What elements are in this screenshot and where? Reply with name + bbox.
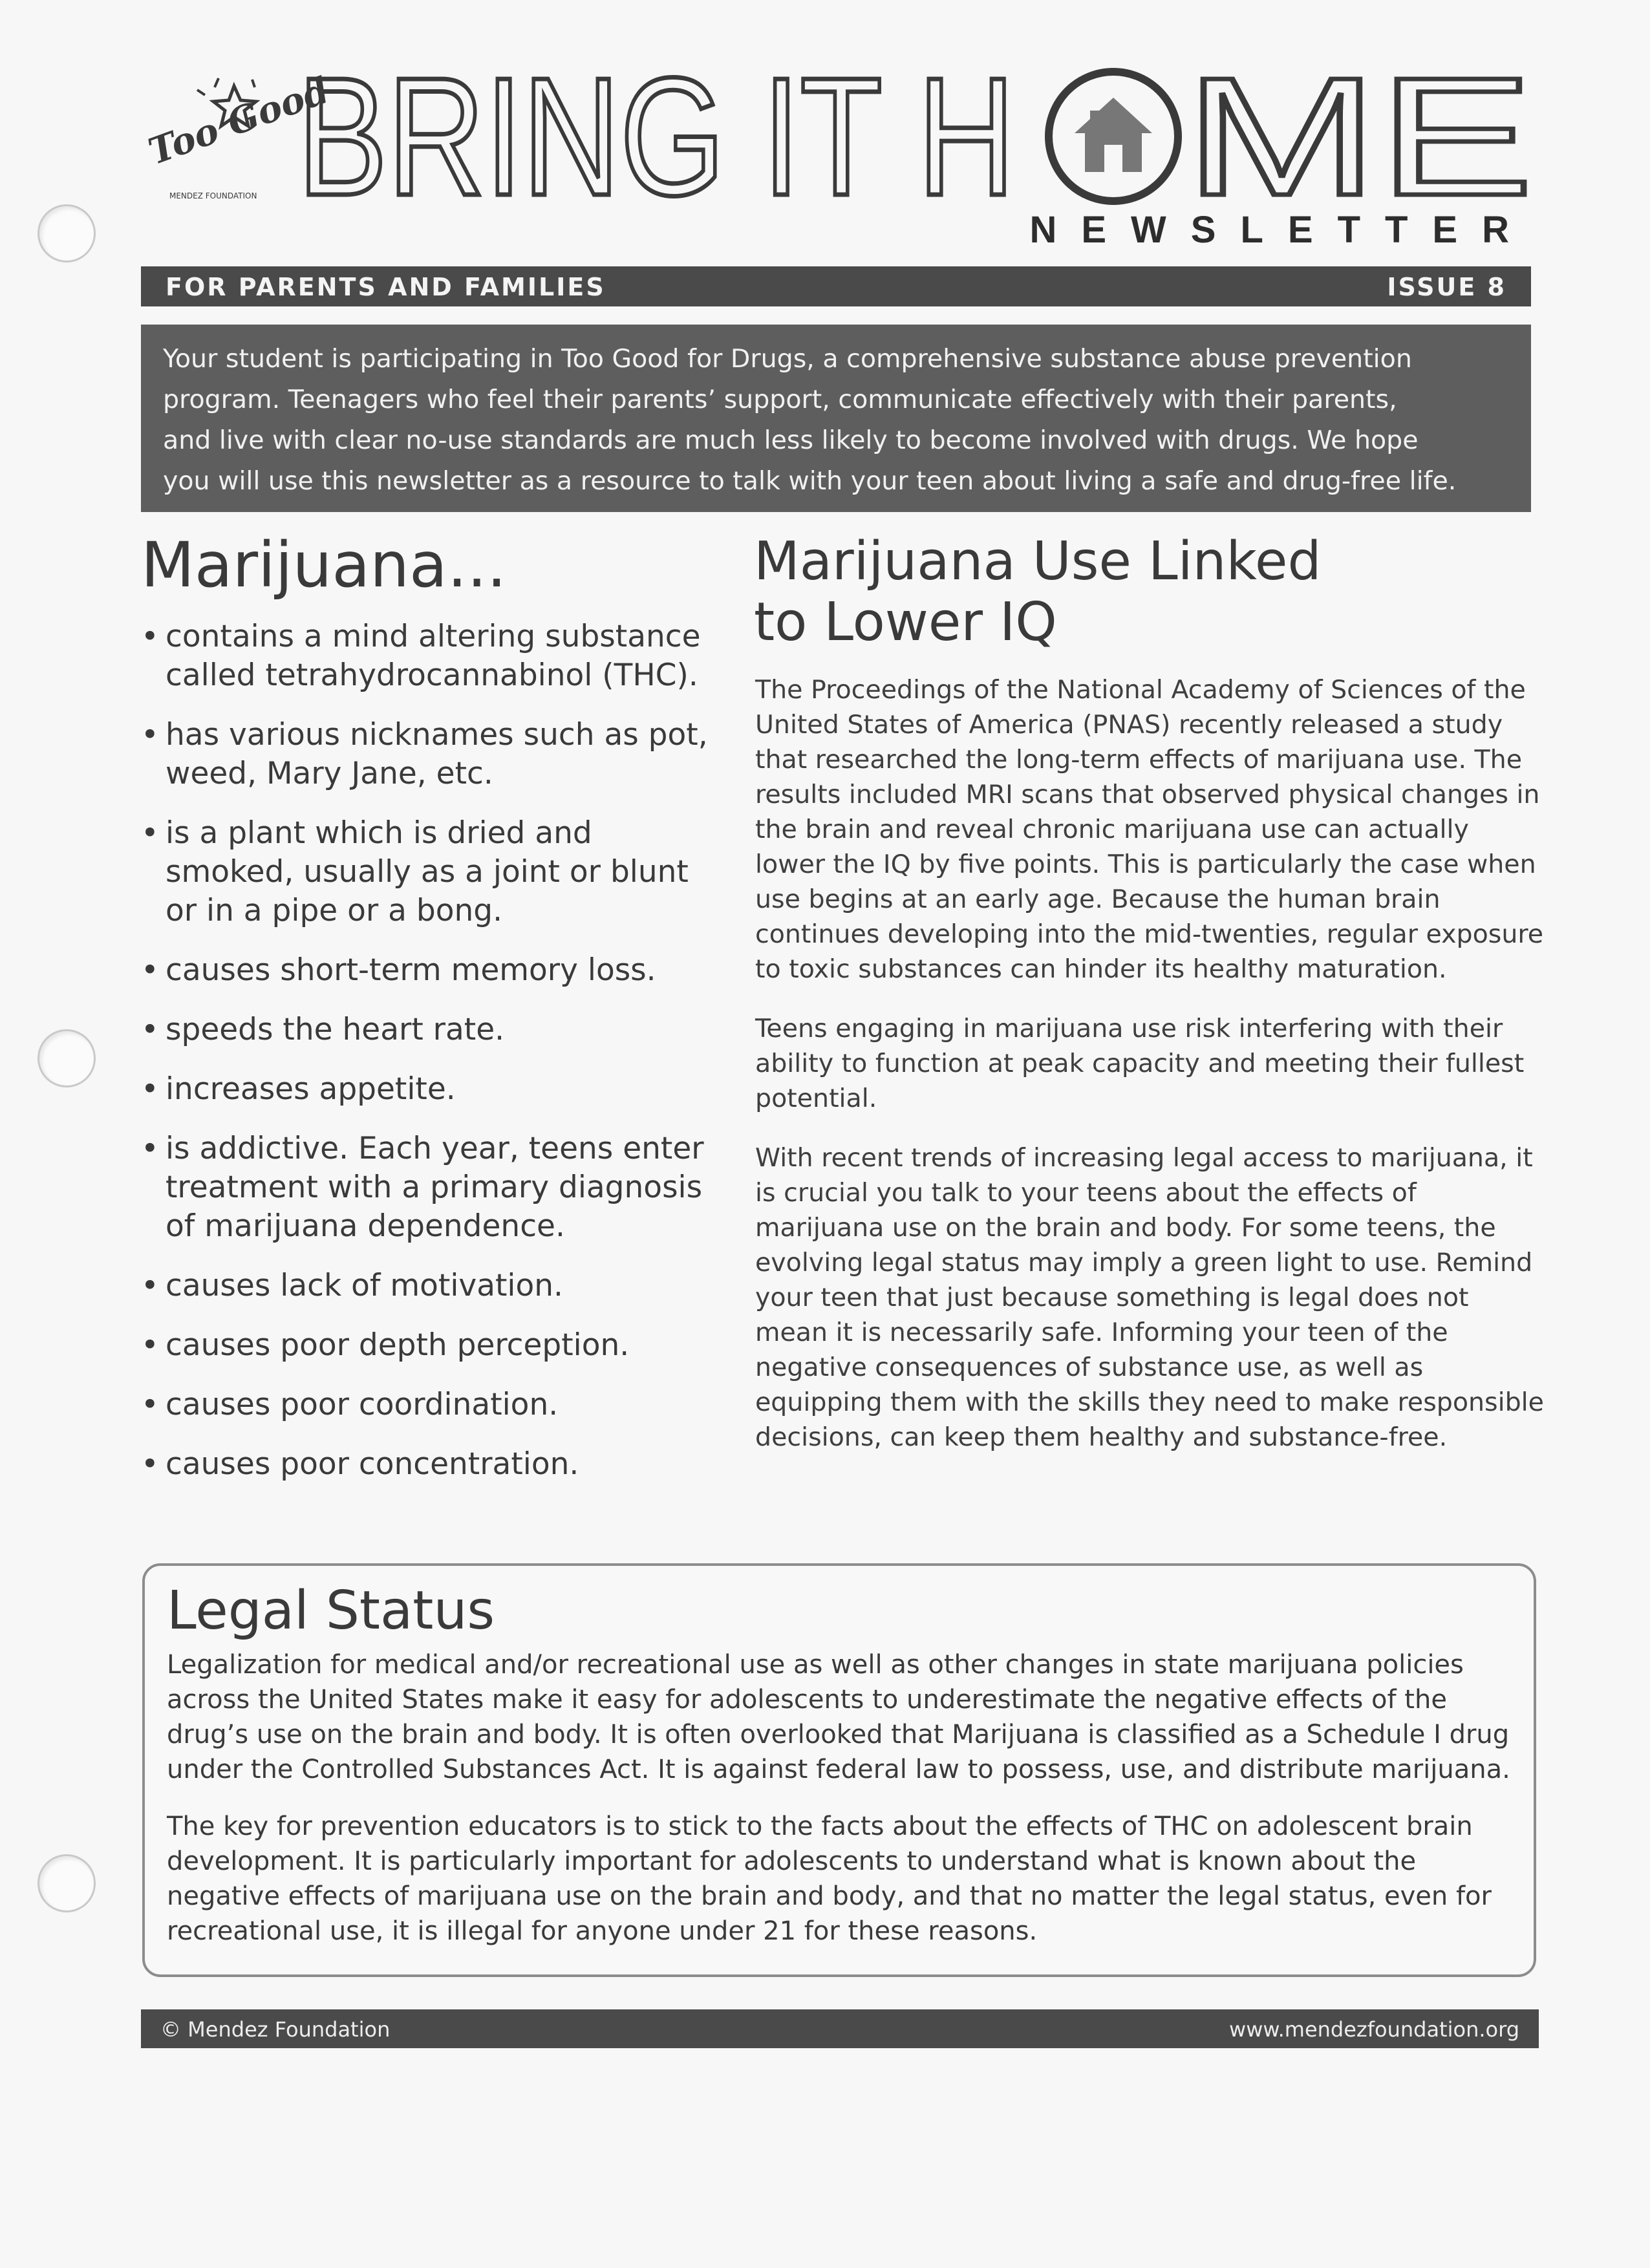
punch-hole: [38, 1029, 96, 1087]
footer-band: [141, 2009, 1539, 2048]
logo-text: Too Good: [143, 69, 335, 174]
intro-box: [141, 325, 1531, 512]
list-item: • has various nicknames such as pot, weed, Mary Jane, etc.: [141, 716, 723, 793]
copyright: © Mendez Foundation: [160, 2017, 391, 2042]
paragraph: Teens engaging in marijuana use risk interfering with their ability to function at peak capacity and meeting their fullest potential.: [755, 1014, 1525, 1113]
website-link[interactable]: www.mendezfoundation.org: [1229, 2017, 1519, 2042]
heading-line: to Lower IQ: [754, 592, 1057, 653]
list-item: • is addictive. Each year, teens enter treatment with a primary diagnosis of marijuana dependence.: [141, 1129, 723, 1246]
paragraph: Legalization for medical and/or recreational use as well as other changes in state marijuana policies across the United States make it easy for adolescents to underestimate the negative effects of the drug’s use on the brain and body. It is often overlooked that Marijuana is classified as a Schedule I drug under the Controlled Substances Act. It is against federal law to possess, use, and distribute marijuana.: [167, 1650, 1510, 1784]
list-item: • causes poor depth perception.: [141, 1326, 723, 1365]
list-item: • causes poor concentration.: [141, 1445, 723, 1484]
list-item: • speeds the heart rate.: [141, 1011, 723, 1049]
title-me: ME: [1184, 43, 1534, 231]
issue-label: ISSUE 8: [1387, 273, 1506, 301]
marijuana-facts-list: [141, 617, 723, 1504]
list-item: • causes poor coordination.: [141, 1385, 723, 1424]
list-item: • increases appetite.: [141, 1070, 723, 1109]
punch-hole: [38, 204, 96, 262]
heading-line: Marijuana Use Linked: [754, 531, 1322, 592]
marijuana-heading: Marijuana...: [141, 529, 507, 601]
intro-line: Your student is participating in Too Good for Drugs, a comprehensive substance abuse prevention: [163, 344, 1412, 374]
paragraph: The Proceedings of the National Academy of Sciences of the United States of America (PNAS) recently released a study that researched the long-term effects of marijuana use. The results included MRI scans that observed physical changes in the brain and reveal chronic marijuana use can actually lower the IQ by five points. This is particularly the case when use begins at an early age. Because the human brain continues developing into the mid-twenties, regular exposure to toxic substances can hinder its healthy maturation.: [755, 675, 1544, 984]
list-item: • contains a mind altering substance called tetrahydrocannabinol (THC).: [141, 617, 723, 695]
intro-line: you will use this newsletter as a resource to talk with your teen about living a safe and drug-free life.: [163, 466, 1457, 496]
paragraph: The key for prevention educators is to stick to the facts about the effects of THC on adolescent brain development. It is particularly important for adolescents to understand what is known about the negative effects of marijuana use on the brain and body, and that no matter the legal status, even for recreational use, it is illegal for anyone under 21 for these reasons.: [167, 1812, 1492, 1946]
too-good-logo: [137, 69, 335, 204]
list-item: • causes lack of motivation.: [141, 1267, 723, 1305]
intro-line: and live with clear no-use standards are much less likely to become involved with drugs. We hope: [163, 425, 1419, 455]
intro-line: program. Teenagers who feel their parents’ support, communicate effectively with their parents,: [163, 385, 1397, 414]
audience-label: FOR PARENTS AND FAMILIES: [166, 273, 606, 301]
list-item: • causes short-term memory loss.: [141, 951, 723, 990]
title-bring-it: BRING IT H: [297, 43, 1015, 231]
newsletter-subtitle: NEWSLETTER: [1029, 209, 1534, 251]
paragraph: With recent trends of increasing legal access to marijuana, it is crucial you talk to your teens about the effects of marijuana use on the brain and body. For some teens, the evolving legal status may imply a green light to use. Remind your teen that just because something is legal does not mean it is necessarily safe. Informing your teen of the negative consequences of substance use, as well as equipping them with the skills they need to make responsible decisions, can keep them healthy and substance-free.: [755, 1143, 1544, 1452]
iq-article-body: [755, 672, 1544, 1479]
legal-status-heading: Legal Status: [167, 1580, 495, 1642]
list-item: • is a plant which is dried and smoked, usually as a joint or blunt or in a pipe or a bong.: [141, 814, 723, 930]
iq-article-heading: [754, 531, 1497, 653]
header-band: [141, 266, 1531, 306]
legal-status-box: [142, 1563, 1536, 1977]
logo-subtext: MENDEZ FOUNDATION: [169, 191, 257, 200]
punch-hole: [38, 1854, 96, 1912]
